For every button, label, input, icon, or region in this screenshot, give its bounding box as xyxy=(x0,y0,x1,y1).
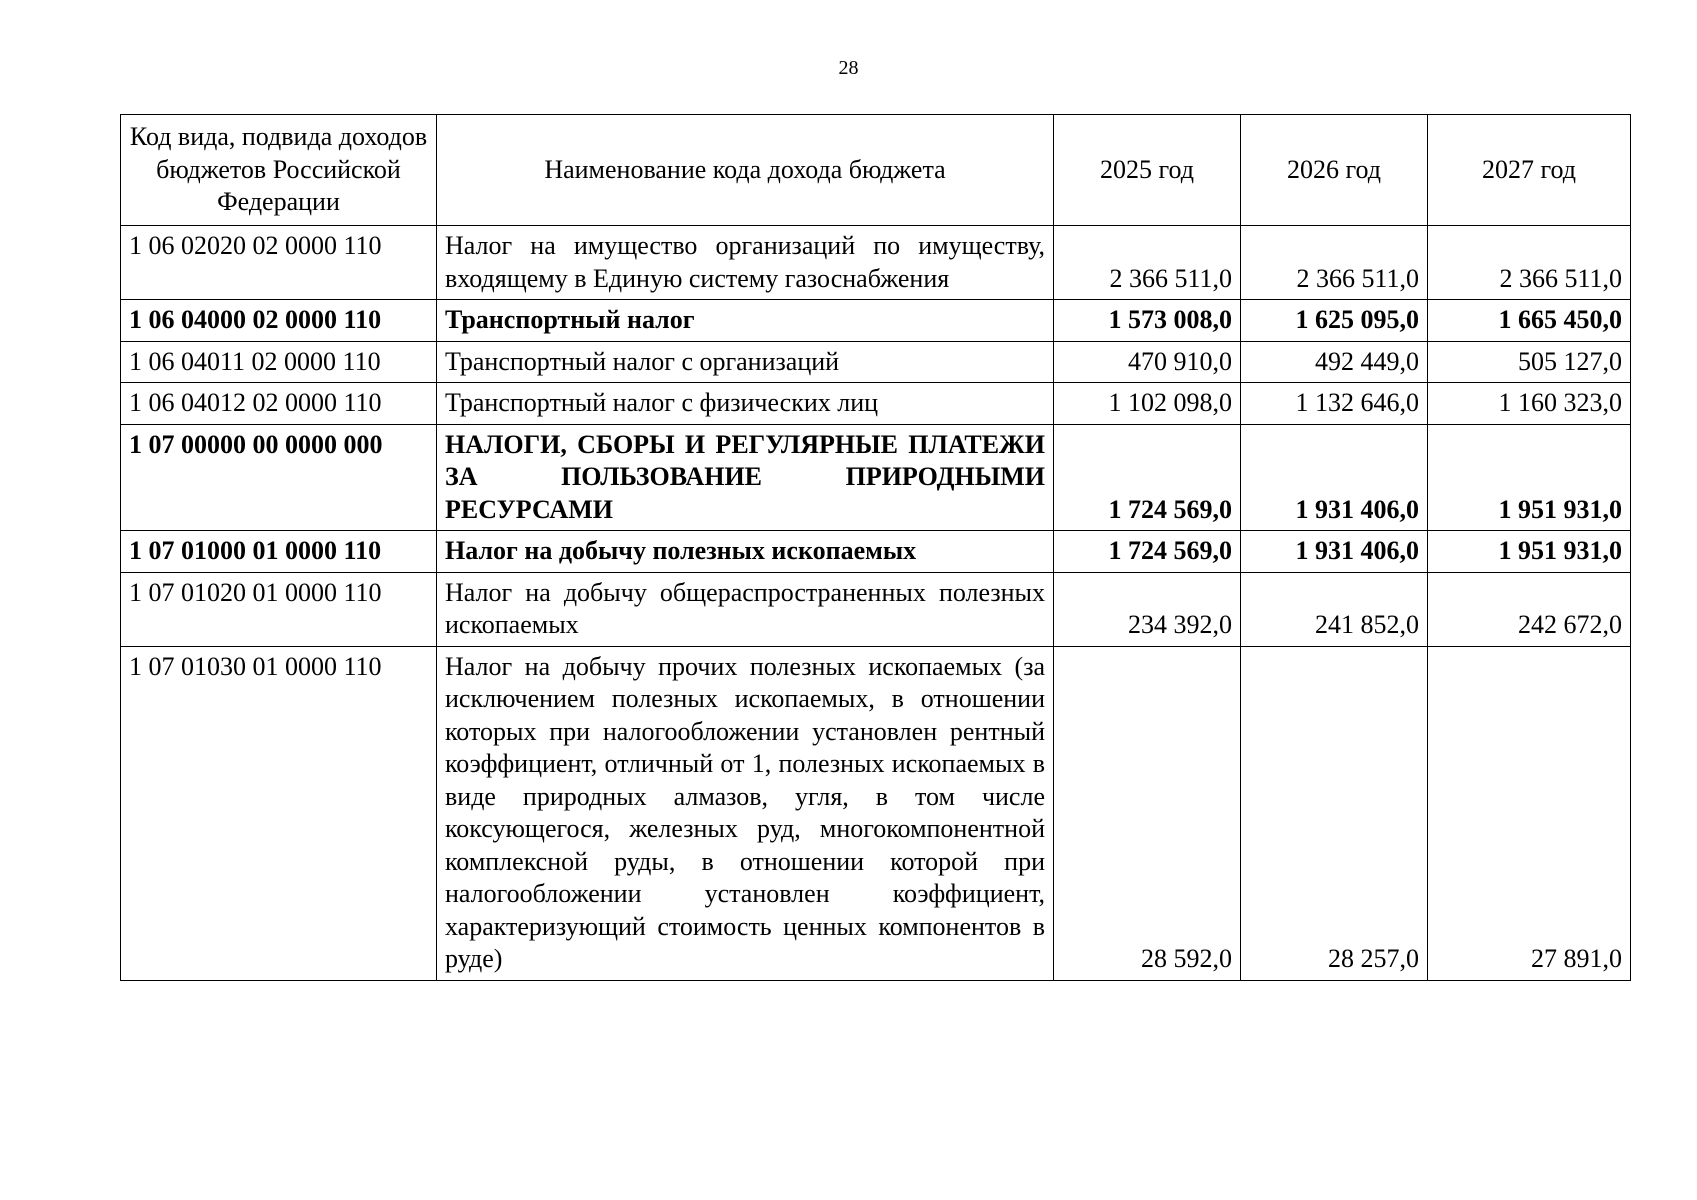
row-value-2025: 28 592,0 xyxy=(1054,646,1241,980)
row-name: Налог на имущество организаций по имуществу, входящему в Единую систему газоснабжения xyxy=(437,226,1054,300)
table-row xyxy=(121,300,1631,342)
row-value-2027: 1 951 931,0 xyxy=(1428,424,1631,531)
row-name: Налог на добычу прочих полезных ископаемых (за исключением полезных ископаемых, в отношении которых при налогообложении установлен рентный коэффициент, отличный от 1, полезных ископаемых в виде природных алмазов, угля, в том числе коксующегося, железных руд, многокомпонентной комплексной руды, в отношении которой при налогообложении установлен коэффициент, характеризующий стоимость ценных компонентов в руде) xyxy=(437,646,1054,980)
row-value-2026: 1 625 095,0 xyxy=(1241,300,1428,342)
row-value-2026: 1 931 406,0 xyxy=(1241,531,1428,573)
row-value-2027: 505 127,0 xyxy=(1428,341,1631,383)
table-row xyxy=(121,341,1631,383)
row-value-2026: 2 366 511,0 xyxy=(1241,226,1428,300)
row-value-2027: 2 366 511,0 xyxy=(1428,226,1631,300)
table-row xyxy=(121,226,1631,300)
row-name: Транспортный налог xyxy=(437,300,1054,342)
row-name: НАЛОГИ, СБОРЫ И РЕГУЛЯРНЫЕ ПЛАТЕЖИ ЗА ПОЛЬЗОВАНИЕ ПРИРОДНЫМИ РЕСУРСАМИ xyxy=(437,424,1054,531)
row-code: 1 06 02020 02 0000 110 xyxy=(121,226,437,300)
row-code: 1 07 01000 01 0000 110 xyxy=(121,531,437,573)
row-name: Налог на добычу общераспространенных полезных ископаемых xyxy=(437,572,1054,646)
row-value-2026: 1 132 646,0 xyxy=(1241,383,1428,425)
budget-revenue-table xyxy=(120,114,1631,981)
table-row xyxy=(121,531,1631,573)
row-value-2025: 1 724 569,0 xyxy=(1054,531,1241,573)
row-value-2026: 28 257,0 xyxy=(1241,646,1428,980)
row-value-2027: 1 160 323,0 xyxy=(1428,383,1631,425)
row-code: 1 07 00000 00 0000 000 xyxy=(121,424,437,531)
row-name: Транспортный налог с организаций xyxy=(437,341,1054,383)
row-value-2025: 1 724 569,0 xyxy=(1054,424,1241,531)
row-value-2027: 1 665 450,0 xyxy=(1428,300,1631,342)
row-value-2027: 1 951 931,0 xyxy=(1428,531,1631,573)
page-number: 28 xyxy=(838,57,859,79)
header-2026: 2026 год xyxy=(1241,115,1428,226)
row-value-2026: 1 931 406,0 xyxy=(1241,424,1428,531)
row-code: 1 07 01020 01 0000 110 xyxy=(121,572,437,646)
row-value-2025: 234 392,0 xyxy=(1054,572,1241,646)
row-value-2026: 492 449,0 xyxy=(1241,341,1428,383)
row-value-2025: 1 102 098,0 xyxy=(1054,383,1241,425)
header-2027: 2027 год xyxy=(1428,115,1631,226)
row-value-2025: 2 366 511,0 xyxy=(1054,226,1241,300)
table-row xyxy=(121,646,1631,980)
row-code: 1 06 04011 02 0000 110 xyxy=(121,341,437,383)
row-name: Транспортный налог с физических лиц xyxy=(437,383,1054,425)
table-row xyxy=(121,572,1631,646)
row-code: 1 06 04012 02 0000 110 xyxy=(121,383,437,425)
header-2025: 2025 год xyxy=(1054,115,1241,226)
table-row xyxy=(121,424,1631,531)
table-row xyxy=(121,383,1631,425)
row-code: 1 06 04000 02 0000 110 xyxy=(121,300,437,342)
table-header-row xyxy=(121,115,1631,226)
row-value-2025: 1 573 008,0 xyxy=(1054,300,1241,342)
header-name: Наименование кода дохода бюджета xyxy=(437,115,1054,226)
row-name: Налог на добычу полезных ископаемых xyxy=(437,531,1054,573)
row-code: 1 07 01030 01 0000 110 xyxy=(121,646,437,980)
row-value-2025: 470 910,0 xyxy=(1054,341,1241,383)
row-value-2026: 241 852,0 xyxy=(1241,572,1428,646)
header-code: Код вида, подвида доходов бюджетов Российской Федерации xyxy=(121,115,437,226)
row-value-2027: 27 891,0 xyxy=(1428,646,1631,980)
row-value-2027: 242 672,0 xyxy=(1428,572,1631,646)
